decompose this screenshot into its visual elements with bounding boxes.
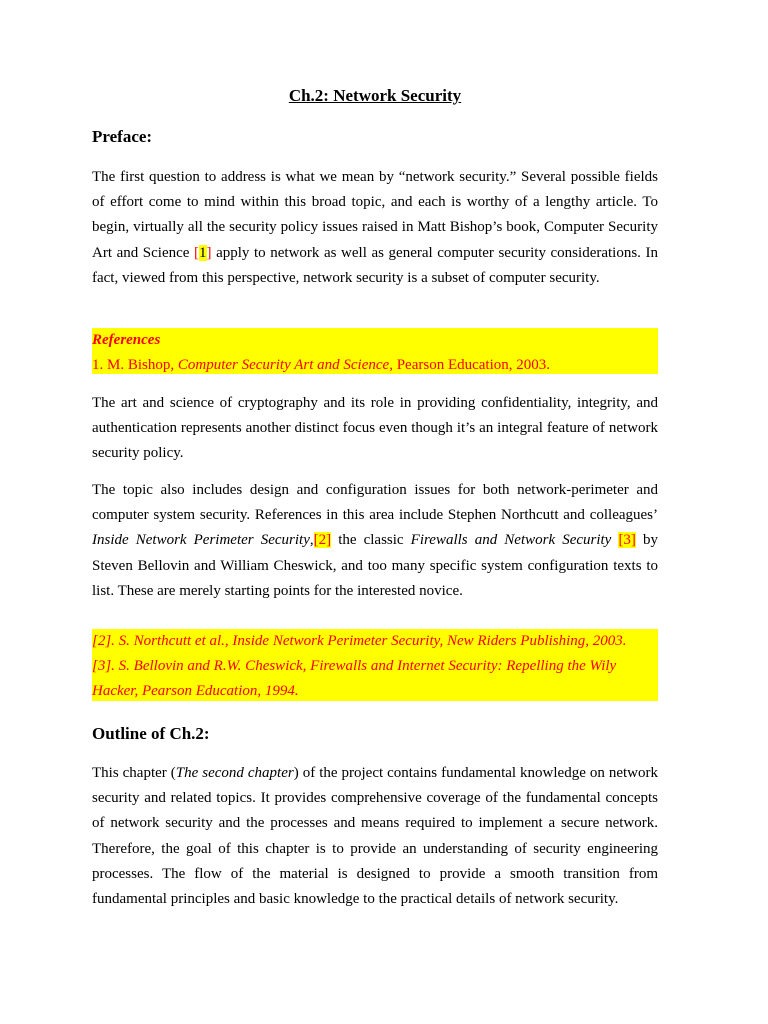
- outline-text-1: This chapter (: [92, 765, 176, 781]
- ref-3-highlight: [3]: [618, 532, 636, 549]
- references-label: References: [92, 332, 161, 348]
- ref-1-highlight: 1: [199, 244, 207, 261]
- book-firewalls-network-security: Firewalls and Network Security: [410, 532, 612, 549]
- ref1-prefix: 1. M. Bishop,: [92, 357, 178, 374]
- ref-close-bracket: ]: [206, 244, 212, 261]
- cryptography-paragraph: The art and science of cryptography and its role in providing confidentiality, integrity, and authentication represents another distinct focus even though it’s an integral feature of network security policy.: [92, 395, 658, 462]
- ref-open-bracket: [: [194, 244, 200, 261]
- reference-entry-3-cont: Hacker, Pearson Education, 1994.: [92, 683, 299, 700]
- topic-paragraph: [92, 478, 658, 604]
- preface-heading: Preface:: [92, 127, 153, 146]
- ref1-suffix: , Pearson Education, 2003.: [389, 357, 551, 374]
- outline-text-2: ) of the project contains fundamental knowledge on network security and related topics. It provides comprehensive coverage of the fundamental concepts of network security and the processes and means required to implement a secure network. Therefore, the goal of this chapter is to provide an understanding of security engineering processes. The flow of the material is designed to provide a smooth transition from fundamental principles and basic knowledge to the practical details of network security.: [92, 765, 658, 908]
- reference-entry-3: [3]. S. Bellovin and R.W. Cheswick, Firewalls and Internet Security: Repelling the Wily: [92, 658, 617, 675]
- reference-entry-1: [92, 353, 658, 378]
- outline-heading: Outline of Ch.2:: [92, 724, 210, 743]
- book-inside-network-perimeter: Inside Network Perimeter Security: [92, 532, 310, 549]
- references-box: [92, 328, 658, 374]
- preface-text-1: The first question to address is what we mean by “network security.” Several possible fields of effort come to mind within this broad topic, and each is worthy of a lengthy article. To begin, virtually all the security policy issues raised in Matt Bishop’s book, Computer Security Art and Science: [92, 169, 658, 261]
- ref1-title: Computer Security Art and Science: [177, 357, 390, 374]
- outline-paragraph: [92, 761, 658, 912]
- page-title: Ch.2: Network Security: [288, 86, 462, 105]
- outline-italic: The second chapter: [175, 765, 294, 781]
- topic-text-3: by Steven Bellovin and William Cheswick, and too many specific system configuration texts to list. These are merely starting points for the interested novice.: [92, 532, 659, 599]
- references-box-2: [92, 629, 658, 701]
- preface-paragraph: [92, 165, 658, 291]
- preface-text-2: apply to network as well as general computer security considerations. In fact, viewed from this perspective, network security is a subset of computer security.: [92, 244, 658, 286]
- topic-text-2: the classic: [331, 532, 411, 549]
- topic-comma: ,: [309, 532, 314, 549]
- ref-2-highlight: [2]: [313, 532, 332, 549]
- reference-entry-2: [2]. S. Northcutt et al., Inside Network Perimeter Security, New Riders Publishing, 2003.: [92, 633, 627, 649]
- topic-text-1: The topic also includes design and configuration issues for both network-perimeter and computer system security. References in this area include Stephen Northcutt and colleagues’: [92, 482, 658, 524]
